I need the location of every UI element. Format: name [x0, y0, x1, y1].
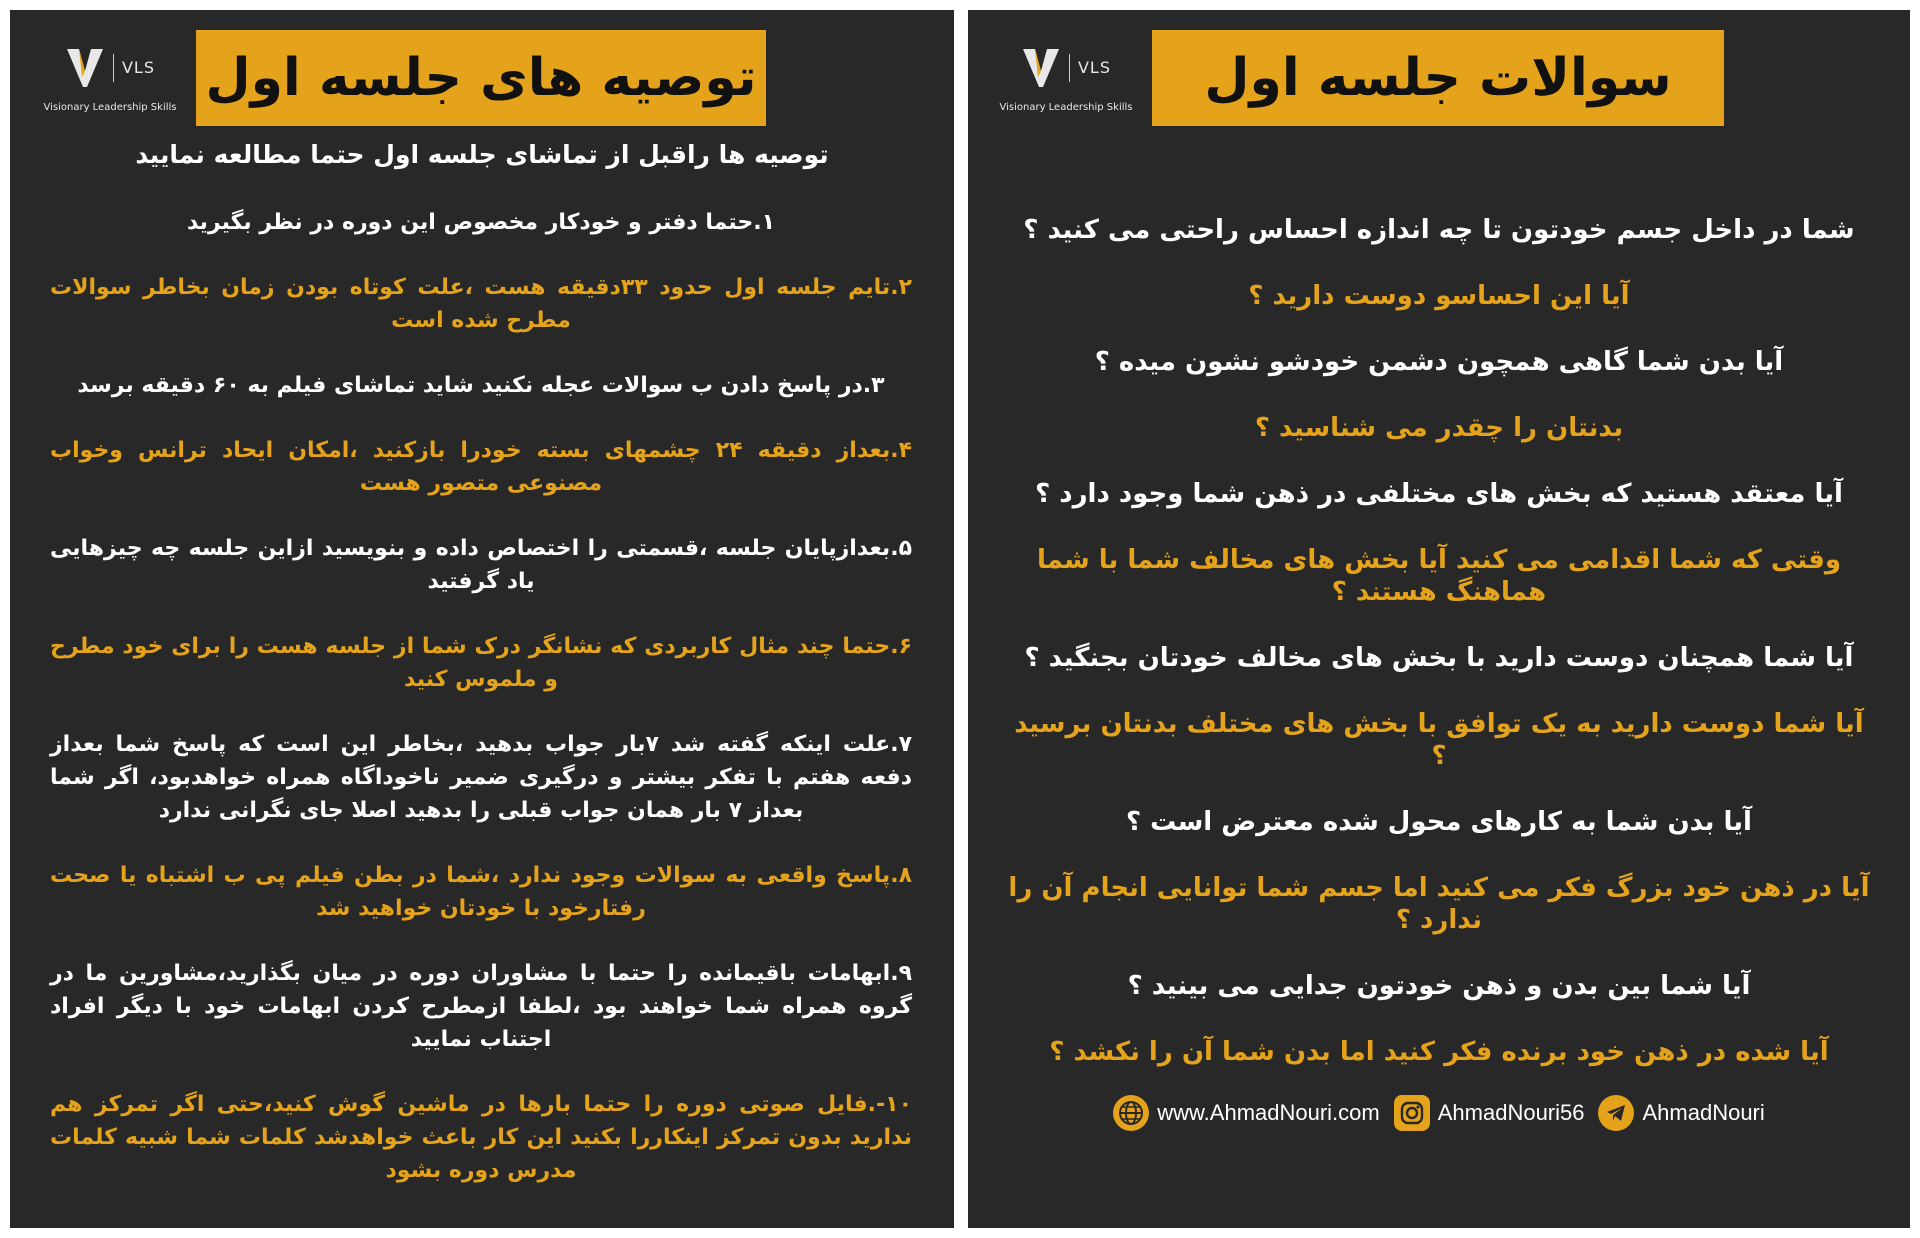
- telegram-icon: [1598, 1095, 1634, 1131]
- question-item: وقتی که شما اقدامی می کنید آیا بخش های مخالف شما با شما هماهنگ هستند ؟: [1036, 545, 1842, 607]
- question-item: شما در داخل جسم خودتون تا چه اندازه احساس راحتی می کنید ؟: [1023, 215, 1855, 245]
- recommendations-subtitle: توصیه ها راقبل از تماشای جلسه اول حتما مطالعه نمایید: [135, 140, 829, 169]
- recommendation-item: ۵.بعدازپایان جلسه ،قسمتی را اختصاص داده و بنویسید ازاین جلسه چه چیزهایی یاد گرفتید: [50, 536, 912, 594]
- question-item: آیا شده در ذهن خود برنده فکر کنید اما بدن شما آن را نکشد ؟: [1049, 1037, 1829, 1067]
- recommendation-item: ۸.پاسخ واقعی به سوالات وجود ندارد ،شما در بطن فیلم پی ب اشتباه یا صحت رفتارخود با خودتان خواهید شد: [50, 863, 912, 921]
- question-item: آیا شما بین بدن و ذهن خودتون جدایی می بینید ؟: [1127, 971, 1751, 1001]
- logo-brand: VLS: [1069, 54, 1111, 82]
- recommendation-item: ۹.ابهامات باقیمانده را حتما با مشاوران دوره در میان بگذارید،مشاورین ما در گروه همراه شما خواهند بود ،لطفا ازمطرح کردن ابهامات خود با دیگر افراد اجتناب نمایید: [50, 961, 912, 1052]
- logo-tagline: Visionary Leadership Skills: [999, 102, 1133, 113]
- globe-icon: [1113, 1095, 1149, 1131]
- question-item: آیا شما همچنان دوست دارید با بخش های مخالف خودتان بجنگید ؟: [1024, 643, 1854, 673]
- recommendation-item: ۶.حتما چند مثال کاربردی که نشانگر درک شما از جلسه هست را برای خود مطرح و ملموس کنید: [50, 634, 912, 692]
- instagram-icon: [1394, 1095, 1430, 1131]
- recommendation-item: ۳.در پاسخ دادن ب سوالات عجله نکنید شاید تماشای فیلم به ۶۰ دقیقه برسد: [77, 373, 885, 398]
- questions-list: [1008, 214, 1870, 1102]
- website-link[interactable]: [1113, 1095, 1380, 1131]
- recommendation-item: ۱.حتما دفتر و خودکار مخصوص این دوره در نظر بگیرید: [186, 210, 776, 235]
- recommendations-panel: [10, 10, 954, 1228]
- question-item: آیا در ذهن خود بزرگ فکر می کنید اما جسم شما توانایی انجام آن را ندارد ؟: [1008, 873, 1870, 935]
- vls-v-icon: [65, 47, 105, 89]
- telegram-link[interactable]: [1598, 1095, 1764, 1131]
- recommendations-title: توصیه های جلسه اول: [205, 48, 757, 108]
- questions-panel: [968, 10, 1910, 1228]
- recommendation-item: ۴.بعداز دقیقه ۲۴ چشمهای بسته خودرا بازکنید ،امکان ایحاد ترانس وخواب مصنوعی متصور هست: [50, 438, 912, 496]
- contact-footer: [968, 1095, 1910, 1131]
- vls-v-icon: [1021, 47, 1061, 89]
- logo-brand: VLS: [113, 54, 155, 82]
- vls-logo: [40, 40, 180, 130]
- question-item: آیا بدن شما گاهی همچون دشمن خودشو نشون میده ؟: [1094, 347, 1784, 377]
- question-item: آیا معتقد هستید که بخش های مختلفی در ذهن شما وجود دارد ؟: [1035, 479, 1843, 509]
- recommendation-item: ۱۰-.فایل صوتی دوره را حتما بارها در ماشین گوش کنید،حتی اگر تمرکز هم ندارید بدون تمرکز اینکاررا بکنید این کار باعث خواهدشد کلمات شما شبیه کلمات مدرس دوره بشود: [50, 1092, 912, 1183]
- vls-logo: [996, 40, 1136, 130]
- recommendations-title-box: [196, 30, 766, 126]
- question-item: آیا این احساسو دوست دارید ؟: [1248, 281, 1630, 311]
- website-text: www.AhmadNouri.com: [1157, 1100, 1380, 1125]
- recommendations-list: [50, 206, 912, 1219]
- questions-title-box: [1152, 30, 1724, 126]
- instagram-link[interactable]: [1394, 1095, 1585, 1131]
- logo-tagline: Visionary Leadership Skills: [43, 102, 177, 113]
- question-item: بدنتان را چقدر می شناسید ؟: [1254, 413, 1624, 443]
- instagram-text: AhmadNouri56: [1437, 1100, 1585, 1125]
- recommendation-item: ۲.تایم جلسه اول حدود ۳۳دقیقه هست ،علت کوتاه بودن زمان بخاطر سوالات مطرح شده است: [50, 275, 912, 333]
- telegram-text: AhmadNouri: [1642, 1100, 1765, 1125]
- question-item: آیا بدن شما به کارهای محول شده معترض است ؟: [1126, 807, 1752, 837]
- recommendation-item: ۷.علت اینکه گفته شد ۷بار جواب بدهید ،بخاطر این است که پاسخ شما بعداز دفعه هفتم با تفکر بیشتر و درگیری ضمیر ناخوداگاه همراه خواهدبود، اگر شما بعداز ۷ بار همان جواب قبلی را بدهید اصلا جای نگرانی ندارد: [50, 732, 912, 823]
- questions-title: سوالات جلسه اول: [1204, 48, 1672, 108]
- question-item: آیا شما دوست دارید به یک توافق با بخش های مختلف بدنتان برسید ؟: [1014, 709, 1864, 771]
